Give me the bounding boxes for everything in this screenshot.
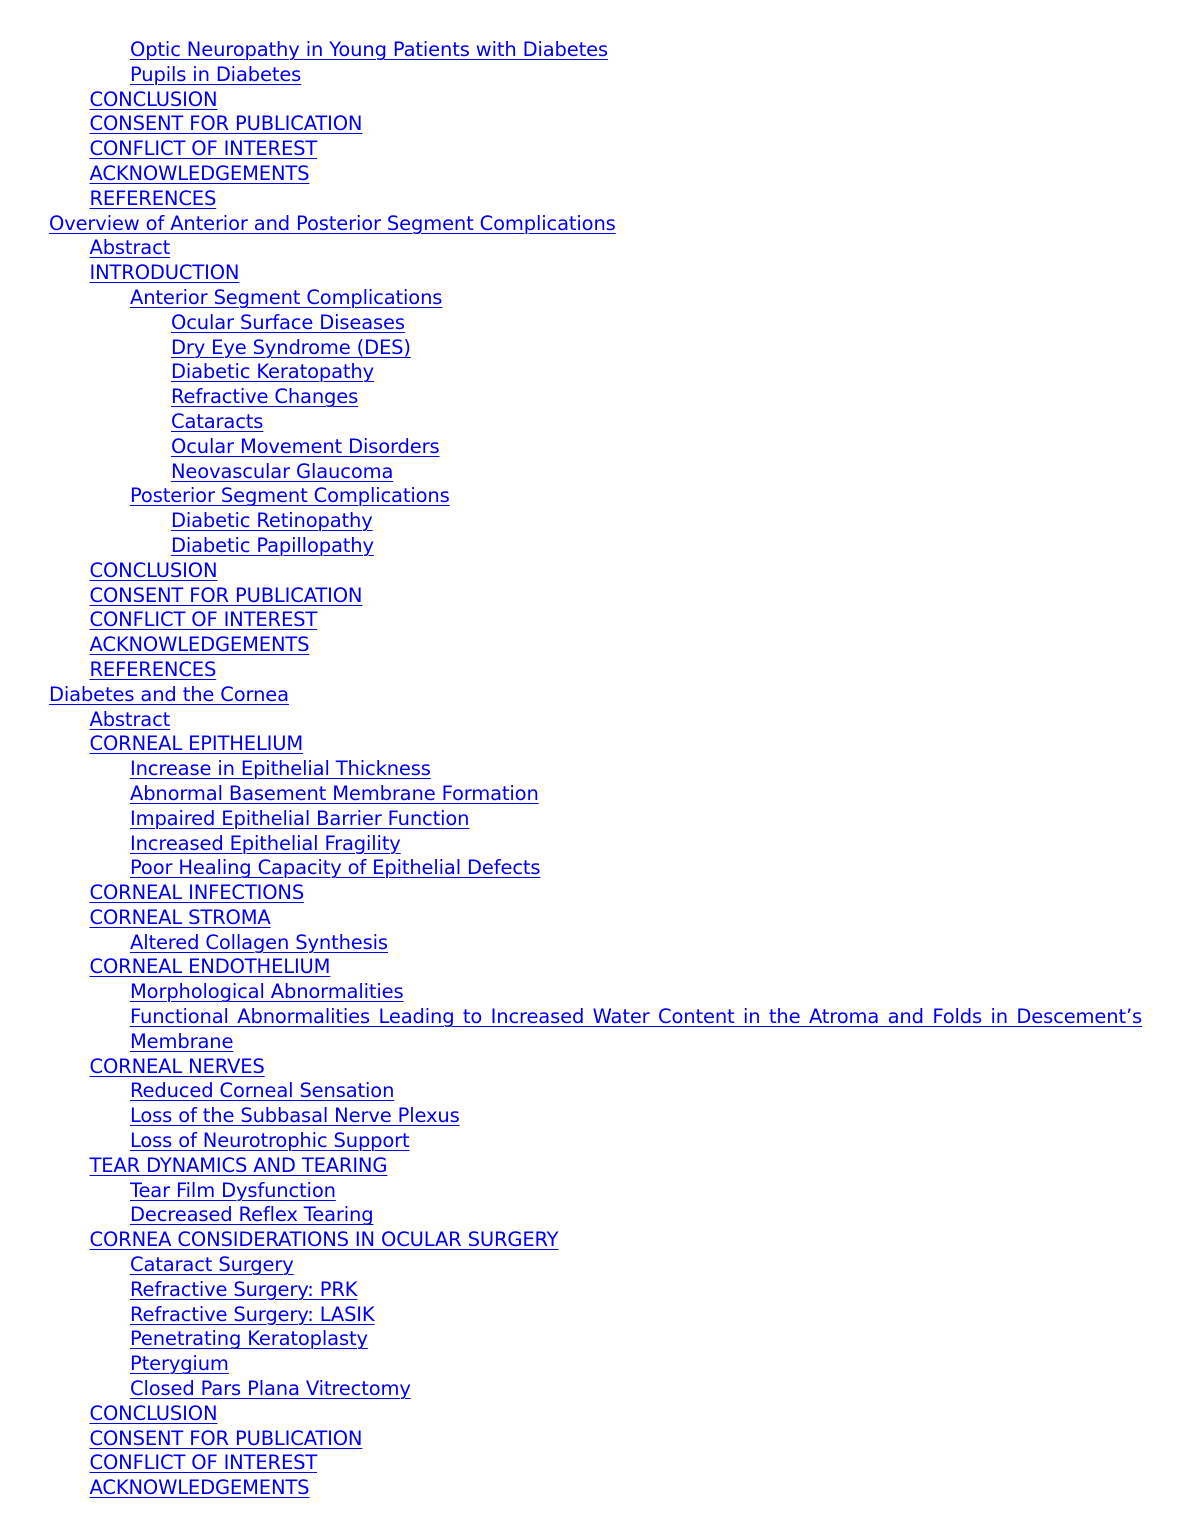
toc-entry	[49, 955, 1142, 980]
toc-entry	[49, 782, 1142, 807]
toc-entry	[49, 1154, 1142, 1179]
toc-link[interactable]: CORNEAL STROMA	[89, 905, 271, 929]
toc-link[interactable]: Pterygium	[130, 1352, 229, 1376]
toc-link[interactable]: Refractive Changes	[171, 385, 359, 409]
toc-entry	[49, 1104, 1142, 1129]
toc-entry	[49, 608, 1142, 633]
toc-link[interactable]: INTRODUCTION	[89, 261, 240, 285]
toc-link[interactable]: CONFLICT OF INTEREST	[89, 608, 318, 632]
toc-entry	[49, 1129, 1142, 1154]
toc-entry	[49, 1005, 1142, 1055]
toc-entry	[49, 509, 1142, 534]
toc-entry	[49, 410, 1142, 435]
toc-link[interactable]: Decreased Reflex Tearing	[130, 1203, 374, 1227]
toc-link[interactable]: ACKNOWLEDGEMENTS	[89, 1476, 310, 1500]
toc-link[interactable]: Closed Pars Plana Vitrectomy	[130, 1377, 411, 1401]
toc-link[interactable]: Abnormal Basement Membrane Formation	[130, 781, 539, 805]
toc-link[interactable]: Dry Eye Syndrome (DES)	[171, 335, 411, 359]
toc-entry	[49, 881, 1142, 906]
toc-link[interactable]: Anterior Segment Complications	[130, 285, 443, 309]
toc-entry	[49, 931, 1142, 956]
toc-entry	[49, 1303, 1142, 1328]
toc-link[interactable]: CONFLICT OF INTEREST	[89, 1451, 318, 1475]
toc-link[interactable]: CORNEAL EPITHELIUM	[89, 732, 304, 756]
toc-entry	[49, 1451, 1142, 1476]
toc-entry	[49, 385, 1142, 410]
toc-link[interactable]: Cataract Surgery	[130, 1253, 294, 1277]
toc-entry	[49, 906, 1142, 931]
toc-link[interactable]: Refractive Surgery: LASIK	[130, 1302, 375, 1326]
toc-entry	[49, 807, 1142, 832]
toc-link[interactable]: Posterior Segment Complications	[130, 484, 450, 508]
toc-link[interactable]: CONSENT FOR PUBLICATION	[89, 112, 363, 136]
toc-entry	[49, 1228, 1142, 1253]
toc-link[interactable]: Diabetic Keratopathy	[171, 360, 374, 384]
toc-entry	[49, 980, 1142, 1005]
toc-entry	[49, 112, 1142, 137]
toc-link[interactable]: Tear Film Dysfunction	[130, 1178, 336, 1202]
toc-link[interactable]: Poor Healing Capacity of Epithelial Defects	[130, 856, 541, 880]
toc-entry	[49, 137, 1142, 162]
toc-link[interactable]: ACKNOWLEDGEMENTS	[89, 633, 310, 657]
toc-entry	[49, 236, 1142, 261]
toc-entry	[49, 1179, 1142, 1204]
toc-entry	[49, 658, 1142, 683]
toc-entry	[49, 435, 1142, 460]
toc-link[interactable]: Functional Abnormalities Leading to Increased Water Content in the Atroma and Folds in Descement’s Membrane	[130, 1005, 1142, 1053]
toc-link[interactable]: Morphological Abnormalities	[130, 980, 404, 1004]
toc-entry	[49, 360, 1142, 385]
toc-entry	[49, 584, 1142, 609]
toc-entry	[49, 832, 1142, 857]
toc-entry	[49, 1055, 1142, 1080]
toc-link[interactable]: Ocular Surface Diseases	[171, 310, 405, 334]
toc-link[interactable]: CORNEA CONSIDERATIONS IN OCULAR SURGERY	[89, 1228, 559, 1252]
toc-link[interactable]: CONSENT FOR PUBLICATION	[89, 1426, 363, 1450]
toc-link[interactable]: CORNEAL NERVES	[89, 1054, 265, 1078]
toc-link[interactable]: Reduced Corneal Sensation	[130, 1079, 395, 1103]
toc-link[interactable]: CONSENT FOR PUBLICATION	[89, 583, 363, 607]
toc-link[interactable]: CONCLUSION	[89, 558, 218, 582]
toc-link[interactable]: CORNEAL ENDOTHELIUM	[89, 955, 331, 979]
toc-entry	[49, 708, 1142, 733]
toc-link[interactable]: ACKNOWLEDGEMENTS	[89, 161, 310, 185]
toc-entry	[49, 559, 1142, 584]
toc-link[interactable]: CONCLUSION	[89, 87, 218, 111]
toc-entry	[49, 1203, 1142, 1228]
toc-link[interactable]: REFERENCES	[89, 186, 217, 210]
toc-link[interactable]: Neovascular Glaucoma	[171, 459, 394, 483]
toc-entry	[49, 1427, 1142, 1452]
toc-entry	[49, 1476, 1142, 1501]
toc-entry	[49, 757, 1142, 782]
toc-entry	[49, 336, 1142, 361]
toc-entry	[49, 212, 1142, 237]
toc-entry	[49, 534, 1142, 559]
toc-link[interactable]: Refractive Surgery: PRK	[130, 1277, 358, 1301]
toc-link[interactable]: Abstract	[89, 707, 171, 731]
toc-entry	[49, 261, 1142, 286]
toc-entry	[49, 38, 1142, 63]
toc-link[interactable]: Loss of the Subbasal Nerve Plexus	[130, 1104, 460, 1128]
toc-entry	[49, 1079, 1142, 1104]
toc-link[interactable]: TEAR DYNAMICS AND TEARING	[89, 1153, 388, 1177]
toc-link[interactable]: Impaired Epithelial Barrier Function	[130, 806, 470, 830]
toc-link[interactable]: Loss of Neurotrophic Support	[130, 1129, 410, 1153]
toc-entry	[49, 63, 1142, 88]
toc-link[interactable]: REFERENCES	[89, 657, 217, 681]
toc-link[interactable]: Pupils in Diabetes	[130, 62, 302, 86]
toc-link[interactable]: Cataracts	[171, 409, 264, 433]
toc-entry	[49, 633, 1142, 658]
toc-entry	[49, 162, 1142, 187]
toc-entry	[49, 732, 1142, 757]
toc-link[interactable]: CONFLICT OF INTEREST	[89, 137, 318, 161]
toc-link[interactable]: Overview of Anterior and Posterior Segment Complications	[49, 211, 616, 235]
toc-link[interactable]: Diabetic Papillopathy	[171, 533, 374, 557]
toc-link[interactable]: Diabetes and the Cornea	[49, 682, 289, 706]
toc-entry	[49, 1253, 1142, 1278]
toc-link[interactable]: Increase in Epithelial Thickness	[130, 757, 431, 781]
toc-link[interactable]: Abstract	[89, 236, 171, 260]
toc-link[interactable]: CONCLUSION	[89, 1401, 218, 1425]
toc-entry	[49, 1327, 1142, 1352]
toc-link[interactable]: Altered Collagen Synthesis	[130, 930, 388, 954]
toc-entry	[49, 460, 1142, 485]
toc-entry	[49, 856, 1142, 881]
toc-entry	[49, 311, 1142, 336]
table-of-contents	[49, 38, 1142, 1501]
toc-entry	[49, 683, 1142, 708]
toc-link[interactable]: Ocular Movement Disorders	[171, 434, 440, 458]
toc-entry	[49, 1377, 1142, 1402]
toc-link[interactable]: CORNEAL INFECTIONS	[89, 881, 305, 905]
toc-entry	[49, 1402, 1142, 1427]
toc-link[interactable]: Diabetic Retinopathy	[171, 509, 373, 533]
toc-entry	[49, 1352, 1142, 1377]
toc-entry	[49, 1278, 1142, 1303]
toc-link[interactable]: Optic Neuropathy in Young Patients with Diabetes	[130, 38, 608, 61]
toc-link[interactable]: Increased Epithelial Fragility	[130, 831, 401, 855]
toc-entry	[49, 286, 1142, 311]
toc-entry	[49, 88, 1142, 113]
toc-entry	[49, 187, 1142, 212]
toc-entry	[49, 484, 1142, 509]
toc-link[interactable]: Penetrating Keratoplasty	[130, 1327, 368, 1351]
